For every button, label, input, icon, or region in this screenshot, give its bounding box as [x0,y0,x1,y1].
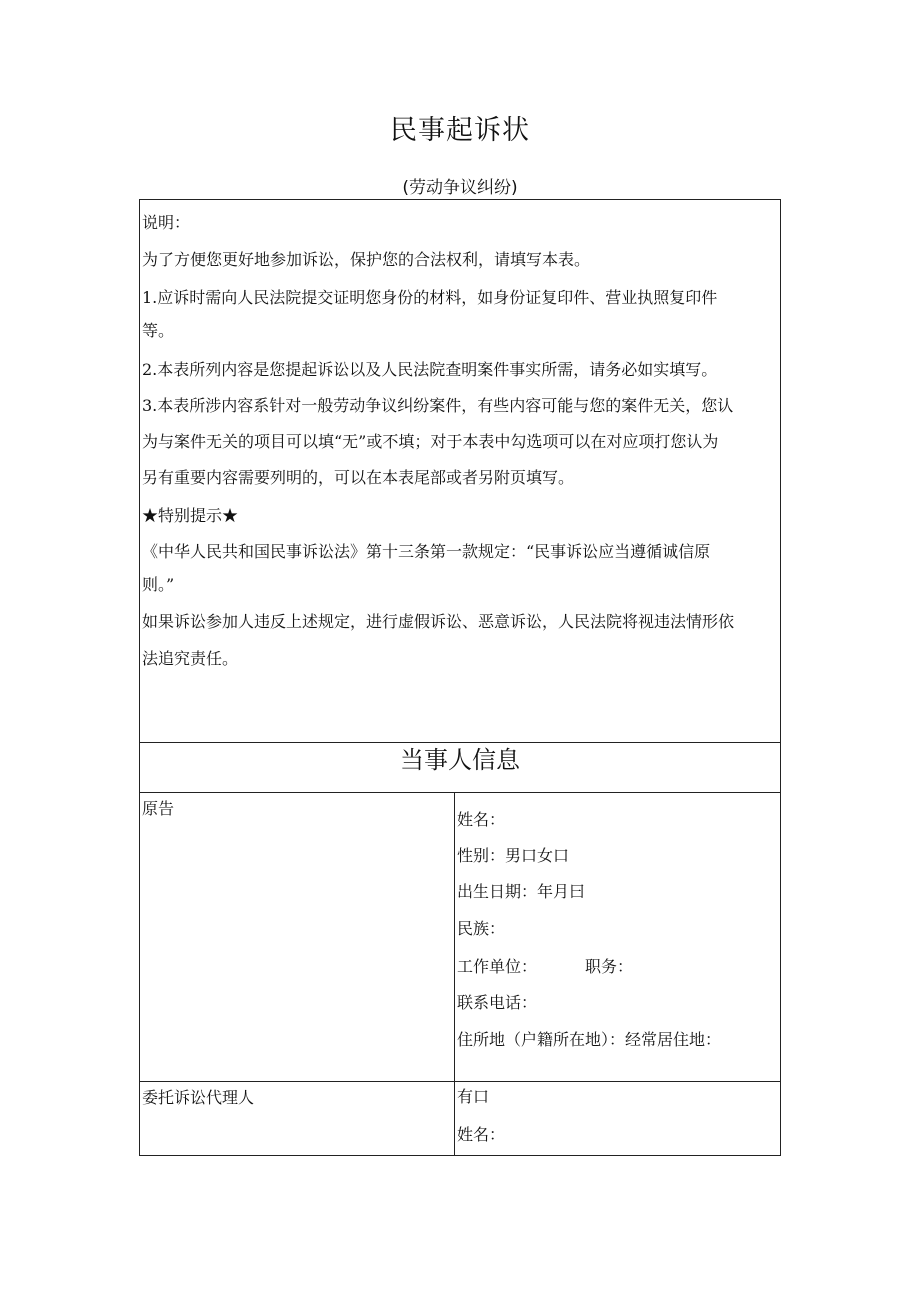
plaintiff-work-row [457,954,633,977]
plaintiff-name-field[interactable]: 姓名： [457,810,506,829]
agent-name-field[interactable]: 姓名： [457,1125,506,1144]
explanation-box [139,199,781,743]
explanation-line: 《中华人民共和国民事诉讼法》第十三条第一款规定：“民事诉讼应当遵循诚信原 [142,542,711,561]
plaintiff-position-field[interactable]: 职务： [585,957,634,976]
explanation-line: 3.本表所涉内容系针对一般劳动争议纠纷案件，有些内容可能与您的案件无关，您认 [142,396,734,415]
explanation-line: 则。” [142,575,175,594]
explanation-line: 为与案件无关的项目可以填“无”或不填；对于本表中勾选项可以在对应项打您认为 [142,432,719,451]
plaintiff-workplace-field[interactable]: 工作单位： [457,957,538,976]
plaintiff-gender-field[interactable]: 性别：男口女口 [457,846,570,865]
agent-details-cell [454,1081,781,1156]
plaintiff-birth-field[interactable]: 出生日期：年月曰 [457,882,586,901]
explanation-line: 1.应诉时需向人民法院提交证明您身份的材料，如身份证复印件、营业执照复印件 [142,288,718,307]
agent-label: 委托诉讼代理人 [142,1088,255,1107]
explanation-line: 法追究责任。 [142,649,239,668]
explanation-line: 为了方便您更好地参加诉讼，保护您的合法权利，请填写本表。 [142,250,591,269]
document-subtitle: (劳动争议纠纷) [402,178,518,198]
party-info-heading: 当事人信息 [400,746,520,774]
explanation-line: 说明： [142,213,191,232]
plaintiff-phone-field[interactable]: 联系电话： [457,993,538,1012]
explanation-line: 另有重要内容需要列明的，可以在本表尾部或者另附页填写。 [142,468,575,487]
party-info-heading-box [139,742,781,793]
document-title: 民事起诉状 [390,115,530,146]
plaintiff-label-cell [139,792,455,1082]
agent-label-cell [139,1081,455,1156]
agent-has-checkbox[interactable]: 有口 [457,1087,490,1106]
explanation-line: 等。 [142,321,175,340]
special-notice-heading: ★特别提示★ [142,506,239,525]
plaintiff-address-field[interactable]: 住所地（户籍所在地）：经常居住地： [457,1030,722,1049]
plaintiff-label: 原告 [142,799,175,818]
plaintiff-ethnicity-field[interactable]: 民族： [457,919,506,938]
plaintiff-details-cell [454,792,781,1082]
explanation-line: 如果诉讼参加人违反上述规定，进行虚假诉讼、恶意诉讼，人民法院将视违法情形依 [142,612,735,631]
explanation-line: 2.本表所列内容是您提起诉讼以及人民法院查明案件事实所需，请务必如实填写。 [142,360,718,379]
